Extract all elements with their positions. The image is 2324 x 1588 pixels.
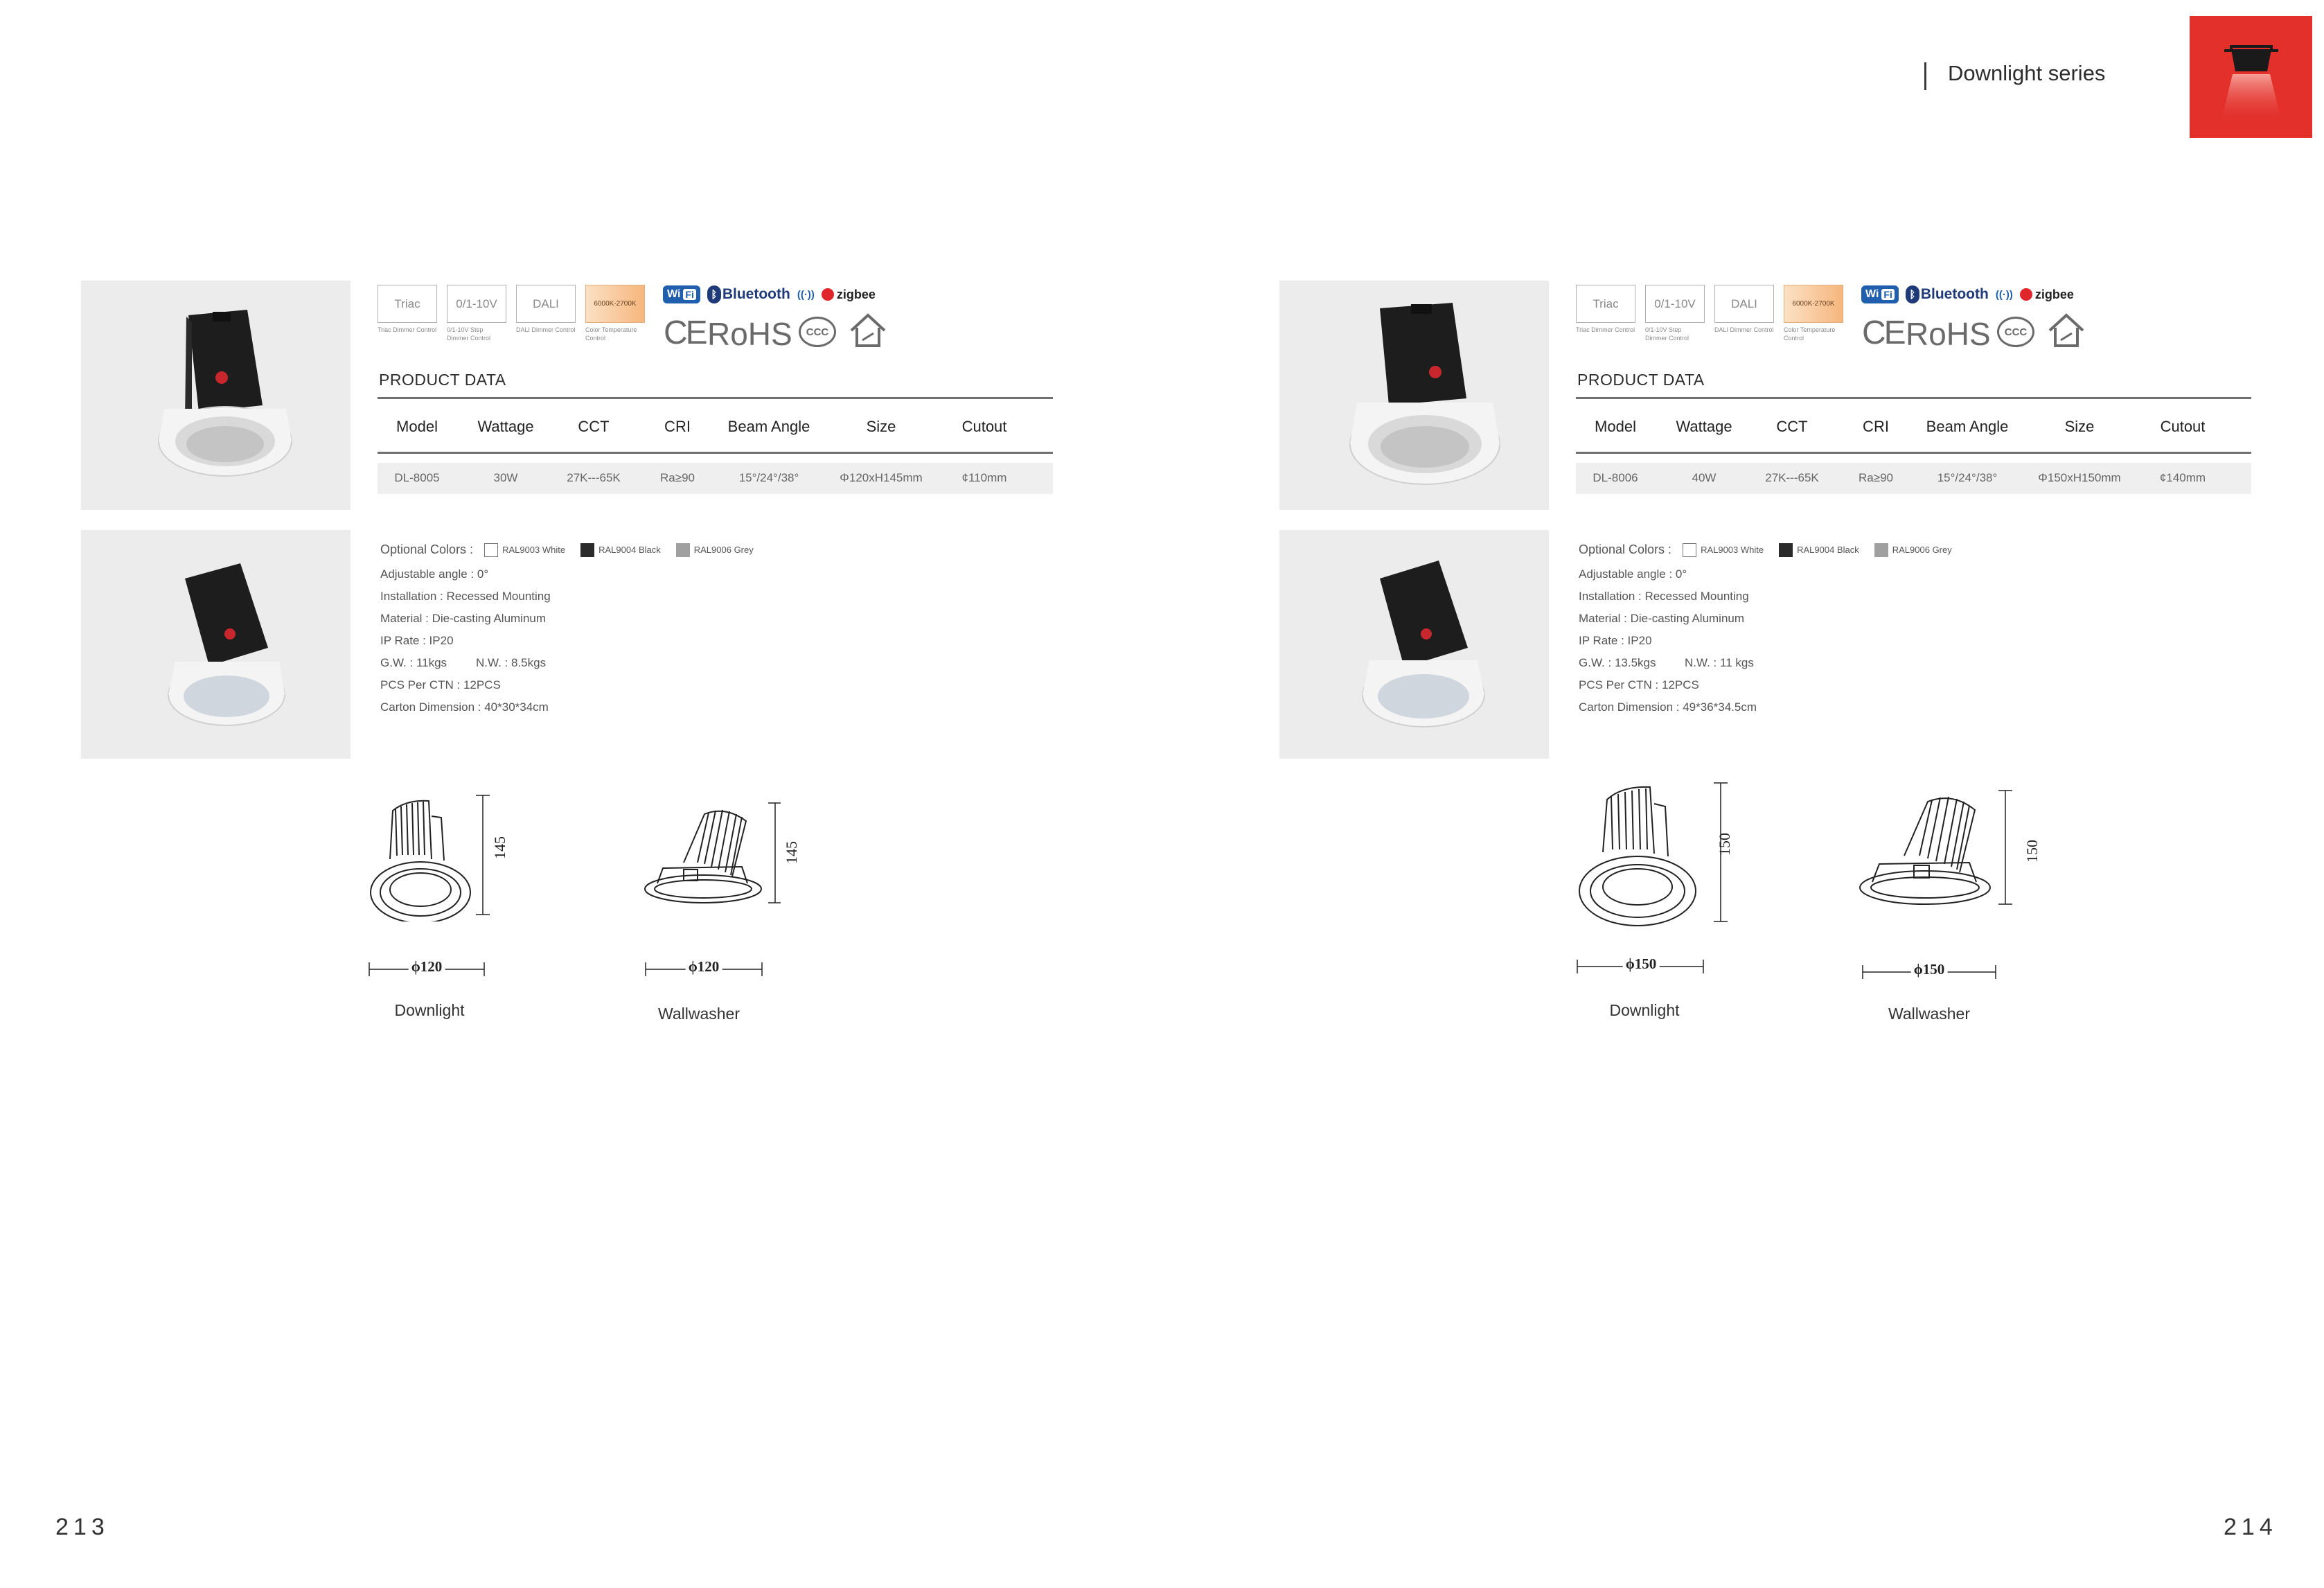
cell-beam-angle: 15°/24°/38°	[738, 471, 799, 484]
col-header-cri: CRI	[1863, 418, 1889, 435]
color-name: RAL9004 Black	[598, 545, 661, 555]
dimension-height-wallwasher: 145	[783, 841, 800, 864]
spec-pcs-per-carton: PCS Per CTN : 12PCS	[1579, 678, 1699, 691]
zigbee-logo: zigbee	[822, 288, 876, 302]
downlight-series-icon	[2190, 16, 2312, 138]
page-number-left: 213	[55, 1514, 109, 1540]
spec-installation: Installation : Recessed Mounting	[380, 590, 551, 603]
wallwasher-drawing	[642, 800, 781, 939]
ce-mark: CE	[1862, 315, 1904, 351]
spec-gross-weight: G.W. : 11kgs	[380, 656, 447, 669]
product-section-right	[1279, 281, 2324, 1057]
indoor-use-icon	[2047, 312, 2086, 349]
control-label: 0/1-10V	[447, 285, 506, 323]
page-number-right: 214	[2224, 1514, 2278, 1540]
downlight-drawing	[1574, 776, 1733, 928]
ccc-mark: CCC	[1997, 317, 2034, 347]
table-top-rule	[1576, 397, 2251, 399]
optional-colors	[380, 542, 769, 557]
caption-downlight: Downlight	[1609, 1001, 1680, 1019]
dimension-height-wallwasher: 150	[2023, 840, 2041, 863]
spec-carton-dimension: Carton Dimension : 40*30*34cm	[380, 700, 549, 714]
control-triac	[378, 285, 437, 334]
zwave-icon: ((·))	[1995, 288, 2013, 301]
rohs-mark: RoHS	[1906, 316, 1991, 352]
table-row	[1576, 463, 2251, 494]
cell-model: DL-8005	[394, 471, 440, 484]
control-note: DALI Dimmer Control	[516, 326, 576, 333]
col-header-size: Size	[2064, 418, 2095, 435]
protocol-logos	[663, 284, 876, 305]
dimension-height: 145	[491, 836, 508, 859]
spec-net-weight: N.W. : 8.5kgs	[476, 656, 547, 669]
color-swatch-grey	[676, 543, 690, 557]
control-label: 6000K-2700K	[585, 285, 645, 323]
cell-cri: Ra≥90	[1859, 471, 1893, 484]
spec-material: Material : Die-casting Aluminum	[380, 612, 547, 625]
zigbee-icon	[822, 288, 834, 301]
cell-size: Φ120xH145mm	[840, 471, 923, 484]
control-note: Triac Dimmer Control	[378, 326, 437, 333]
cell-cct: 27K---65K	[567, 471, 621, 484]
control-label: Triac	[378, 285, 437, 323]
dimension-diameter-wallwasher: ϕ150	[1911, 961, 1948, 978]
control-cct	[585, 285, 645, 342]
product-photo-downlight	[81, 281, 351, 510]
color-swatch-white	[484, 543, 498, 557]
col-header-cct: CCT	[578, 418, 610, 435]
color-name: RAL9003 White	[502, 545, 566, 555]
dimension-height: 150	[1716, 833, 1733, 856]
col-header-beam-angle: Beam Angle	[727, 418, 810, 435]
product-data-label: PRODUCT DATA	[1577, 371, 1705, 389]
cell-size: Φ150xH150mm	[2038, 471, 2121, 484]
spec-carton-dimension: Carton Dimension : 49*36*34.5cm	[1579, 700, 1757, 714]
spec-material: Material : Die-casting Aluminum	[1579, 612, 1745, 625]
control-label: Triac	[1576, 285, 1635, 323]
color-name: RAL9004 Black	[1797, 545, 1859, 555]
control-label: 6000K-2700K	[1784, 285, 1843, 323]
spec-ip-rate: IP Rate : IP20	[1579, 634, 1652, 647]
bluetooth-logo: ᛒ Bluetooth	[1906, 285, 1989, 303]
control-cct	[1784, 285, 1843, 342]
cell-cct: 27K---65K	[1765, 471, 1819, 484]
color-name: RAL9006 Grey	[1892, 545, 1952, 555]
certification-row	[1576, 281, 2130, 353]
zwave-icon: ((·))	[797, 288, 815, 301]
zigbee-logo: zigbee	[2020, 288, 2074, 302]
col-header-cri: CRI	[664, 418, 691, 435]
product-data-label: PRODUCT DATA	[379, 371, 506, 389]
caption-wallwasher: Wallwasher	[657, 1005, 740, 1023]
optional-colors	[1579, 542, 1967, 557]
spec-installation: Installation : Recessed Mounting	[1579, 590, 1749, 603]
spec-gross-weight: G.W. : 13.5kgs	[1579, 656, 1656, 669]
ccc-mark: CCC	[799, 317, 836, 347]
table-top-rule	[378, 397, 1053, 399]
control-note: 0/1-10V Step Dimmer Control	[447, 326, 491, 342]
indoor-use-icon	[849, 312, 887, 349]
cell-cutout: ¢140mm	[2159, 471, 2206, 484]
table-row	[378, 463, 1053, 494]
wifi-logo: Wi Fi	[1861, 285, 1899, 303]
control-note: DALI Dimmer Control	[1714, 326, 1774, 333]
optional-colors-label: Optional Colors :	[380, 542, 474, 556]
table-header-rule	[378, 452, 1053, 454]
bluetooth-icon: ᛒ	[707, 285, 721, 303]
caption-downlight: Downlight	[394, 1001, 465, 1019]
cell-cutout: ¢110mm	[961, 471, 1007, 484]
product-photo-wallwasher	[1279, 530, 1549, 759]
bluetooth-icon: ᛒ	[1906, 285, 1919, 303]
certification-row	[378, 281, 932, 353]
wallwasher-drawing	[1856, 786, 2015, 946]
cell-model: DL-8006	[1593, 471, 1638, 484]
control-label: DALI	[516, 285, 576, 323]
col-header-cutout: Cutout	[2160, 418, 2206, 435]
control-note: Color Temperature Control	[1784, 326, 1836, 342]
cell-beam-angle: 15°/24°/38°	[1937, 471, 1998, 484]
spec-ip-rate: IP Rate : IP20	[380, 634, 454, 647]
col-header-model: Model	[1595, 418, 1636, 435]
control-label: 0/1-10V	[1645, 285, 1705, 323]
product-photo-downlight	[1279, 281, 1549, 510]
rohs-mark: RoHS	[707, 316, 792, 352]
product-photo-wallwasher	[81, 530, 351, 759]
color-name: RAL9003 White	[1701, 545, 1764, 555]
control-0-10v	[1645, 285, 1705, 342]
downlight-drawing	[365, 790, 504, 921]
control-note: Color Temperature Control	[585, 326, 637, 342]
col-header-cct: CCT	[1776, 418, 1808, 435]
wifi-logo: Wi Fi	[663, 285, 700, 303]
control-dali	[1714, 285, 1774, 334]
spec-angle: Adjustable angle : 0°	[380, 567, 489, 581]
bluetooth-logo: ᛒ Bluetooth	[707, 285, 790, 303]
color-swatch-black	[580, 543, 594, 557]
protocol-logos	[1861, 284, 2074, 305]
ce-mark: CE	[664, 315, 706, 351]
col-header-model: Model	[396, 418, 438, 435]
spec-pcs-per-carton: PCS Per CTN : 12PCS	[380, 678, 501, 691]
spec-net-weight: N.W. : 11 kgs	[1685, 656, 1754, 669]
zigbee-icon	[2020, 288, 2032, 301]
optional-colors-label: Optional Colors :	[1579, 542, 1672, 556]
dimension-diameter: ϕ150	[1623, 955, 1660, 973]
table-header-rule	[1576, 452, 2251, 454]
color-swatch-black	[1779, 543, 1793, 557]
color-swatch-grey	[1874, 543, 1888, 557]
col-header-beam-angle: Beam Angle	[1926, 418, 2009, 435]
color-name: RAL9006 Grey	[693, 545, 754, 555]
dimension-diameter-wallwasher: ϕ120	[686, 958, 722, 976]
col-header-cutout: Cutout	[961, 418, 1007, 435]
control-dali	[516, 285, 576, 334]
cell-wattage: 40W	[1692, 471, 1717, 484]
series-title: Downlight series	[1948, 61, 2106, 85]
caption-wallwasher: Wallwasher	[1888, 1005, 1971, 1023]
color-swatch-white	[1683, 543, 1696, 557]
dimension-diameter: ϕ120	[409, 958, 445, 976]
col-header-wattage: Wattage	[1676, 418, 1732, 435]
control-note: Triac Dimmer Control	[1576, 326, 1635, 333]
spec-angle: Adjustable angle : 0°	[1579, 567, 1687, 581]
header-divider	[1924, 62, 1926, 90]
control-note: 0/1-10V Step Dimmer Control	[1645, 326, 1689, 342]
cell-wattage: 30W	[493, 471, 518, 484]
col-header-wattage: Wattage	[477, 418, 534, 435]
cell-cri: Ra≥90	[660, 471, 695, 484]
control-label: DALI	[1714, 285, 1774, 323]
control-0-10v	[447, 285, 506, 342]
control-triac	[1576, 285, 1635, 334]
product-section-left	[81, 281, 1162, 1057]
col-header-size: Size	[866, 418, 896, 435]
